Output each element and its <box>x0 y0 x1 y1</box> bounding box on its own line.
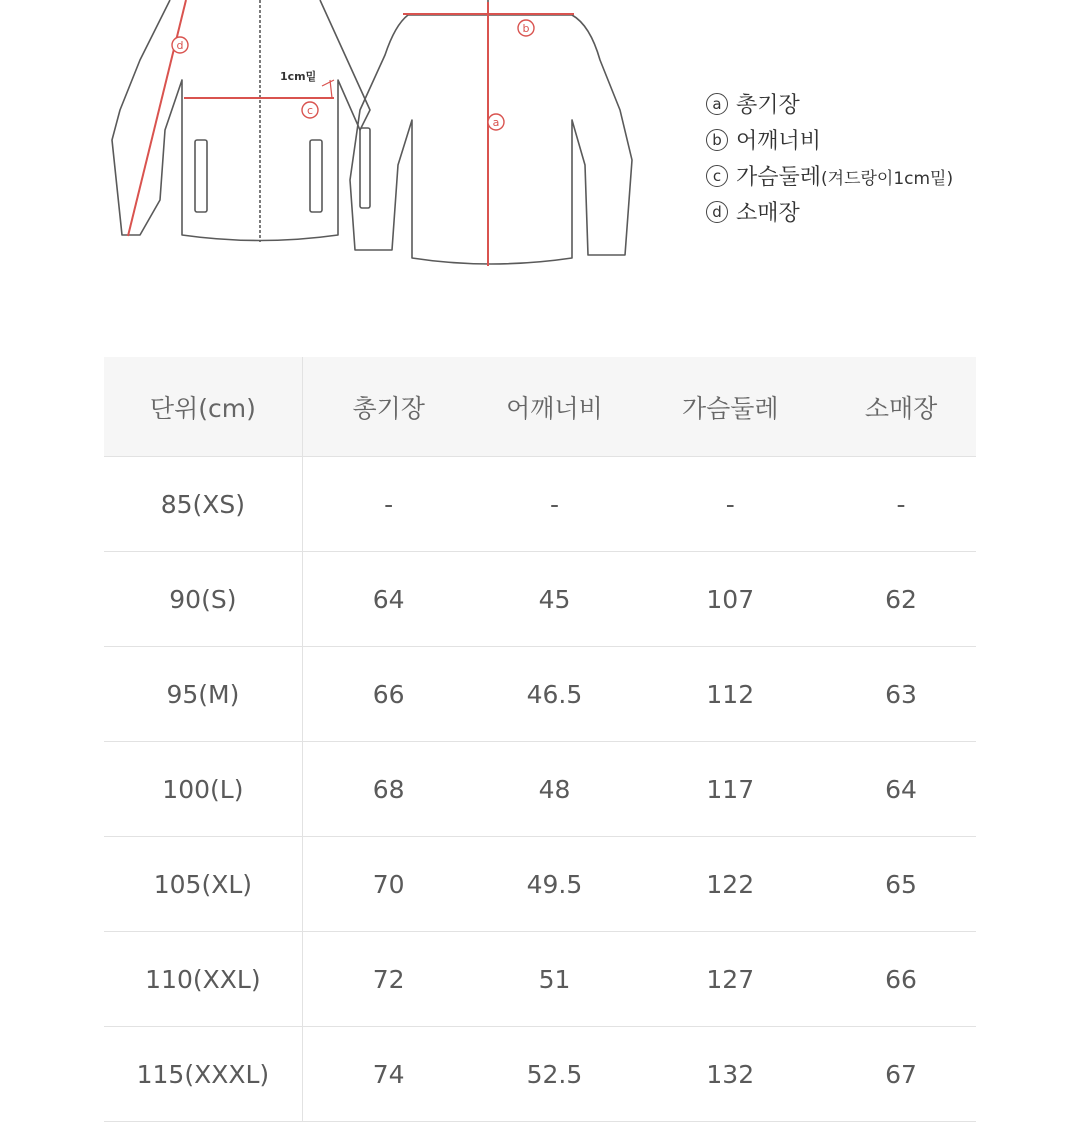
total-length-cell: 72 <box>372 964 405 994</box>
total-length-cell: - <box>384 489 394 519</box>
total-length-cell: 64 <box>372 584 405 614</box>
legend-label-a: 총기장 <box>736 93 800 118</box>
header-chest: 가슴둘레 <box>681 393 779 423</box>
legend-note-c: (겨드랑이1cm밑) <box>821 169 954 189</box>
sleeve-length-cell: 65 <box>885 869 917 899</box>
sleeve-length-cell: 67 <box>885 1059 917 1089</box>
shoulder-width-cell: 46.5 <box>526 679 583 709</box>
shoulder-width-cell: 49.5 <box>526 869 583 899</box>
shoulder-width-cell: 51 <box>538 964 571 994</box>
legend-label-d: 소매장 <box>736 201 800 226</box>
chest-cell: 112 <box>706 679 755 709</box>
total-length-cell: 66 <box>372 679 405 709</box>
size-cell: 90(S) <box>104 552 303 646</box>
header-total-length: 총기장 <box>352 393 425 423</box>
sleeve-length-cell: 66 <box>885 964 917 994</box>
marker-b-label: b <box>522 22 530 35</box>
chest-cell: 117 <box>706 774 755 804</box>
table-row <box>104 457 976 552</box>
total-length-cell: 68 <box>372 774 405 804</box>
sleeve-length-cell: 64 <box>885 774 917 804</box>
header-shoulder-width: 어깨너비 <box>506 393 603 423</box>
chest-cell: 127 <box>706 964 755 994</box>
size-cell: 105(XL) <box>104 837 303 931</box>
legend-item-c <box>706 160 953 196</box>
chest-cell: - <box>725 489 735 519</box>
table-row <box>104 932 976 1027</box>
measurement-legend <box>706 88 953 232</box>
table-row <box>104 837 976 932</box>
front-pocket-left <box>195 140 207 212</box>
size-cell: 110(XXL) <box>104 932 303 1026</box>
table-row <box>104 647 976 742</box>
marker-c-label: c <box>306 104 314 117</box>
marker-d-label: d <box>176 39 184 52</box>
total-length-cell: 74 <box>372 1059 405 1089</box>
shoulder-width-cell: 48 <box>538 774 571 804</box>
legend-item-d <box>706 196 953 232</box>
sleeve-length-cell: 63 <box>885 679 917 709</box>
side-pocket <box>360 128 370 208</box>
table-row <box>104 742 976 837</box>
legend-label-b: 어깨너비 <box>736 129 822 154</box>
back-jacket-outline <box>350 15 632 264</box>
front-jacket-outline <box>112 0 370 241</box>
measure-line-d <box>128 0 186 236</box>
size-cell: 100(L) <box>104 742 303 836</box>
chest-cell: 132 <box>706 1059 755 1089</box>
chest-cell: 122 <box>706 869 755 899</box>
legend-marker-a: a <box>706 93 728 115</box>
size-cell: 95(M) <box>104 647 303 741</box>
legend-marker-d: d <box>706 201 728 223</box>
legend-marker-c: c <box>706 165 728 187</box>
size-cell: 85(XS) <box>104 457 303 551</box>
legend-marker-b: b <box>706 129 728 151</box>
table-header-row <box>104 357 976 457</box>
legend-item-b <box>706 124 953 160</box>
total-length-cell: 70 <box>372 869 405 899</box>
header-unit: 단위(cm) <box>104 357 303 456</box>
table-row <box>104 552 976 647</box>
legend-label-c: 가슴둘레 <box>736 165 822 190</box>
legend-item-a <box>706 88 953 124</box>
note-1cm: 1cm밑 <box>280 70 317 83</box>
marker-a-label: a <box>492 116 500 129</box>
shoulder-width-cell: 52.5 <box>526 1059 583 1089</box>
table-row <box>104 1027 976 1122</box>
chest-cell: 107 <box>706 584 755 614</box>
sleeve-length-cell: 62 <box>885 584 917 614</box>
size-table <box>104 357 976 1122</box>
size-cell: 115(XXXL) <box>104 1027 303 1121</box>
header-sleeve-length: 소매장 <box>864 393 938 423</box>
front-pocket-right <box>310 140 322 212</box>
shoulder-width-cell: 45 <box>538 584 571 614</box>
shoulder-width-cell: - <box>549 489 559 519</box>
sleeve-length-cell: - <box>896 489 906 519</box>
